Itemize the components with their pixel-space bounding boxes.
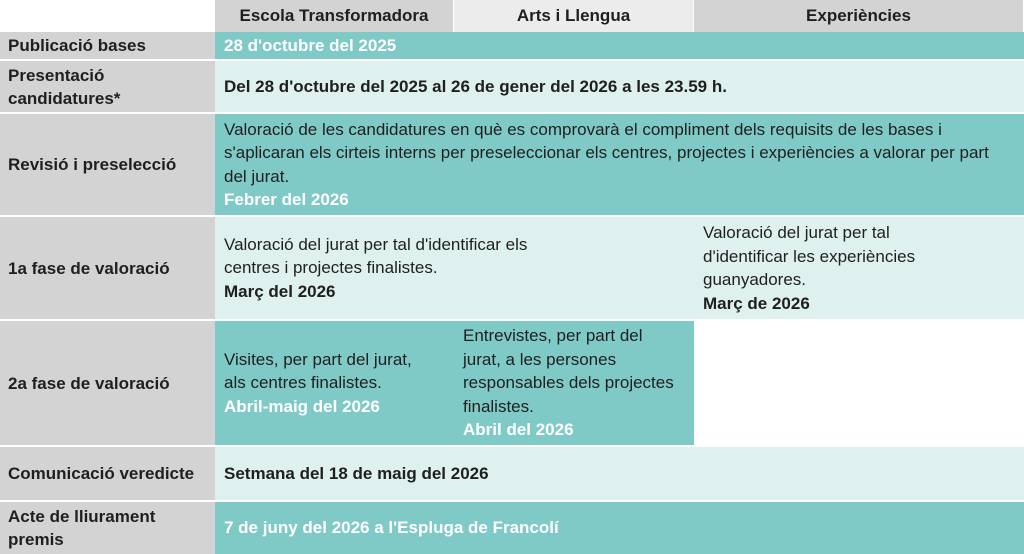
revisio-text: Valoració de les candidatures en què es comprovarà el compliment dels requisits de les bases i s'aplicaran els cirteis interns per preseleccionar els centres, projectes i experiències a valorar per part del jurat. — [224, 119, 989, 186]
publicacio-cell — [215, 32, 1024, 61]
fase1-right-cell — [694, 217, 1024, 321]
fase2-col1-date: Abril-maig del 2026 — [224, 396, 380, 416]
fase1-left-text: Valoració del jurat per tal d'identificar els centres i projectes finalistes. — [224, 234, 528, 278]
acte-cell — [215, 502, 1024, 554]
fase2-col2-date: Abril del 2026 — [463, 420, 574, 440]
comunicacio-date: Setmana del 18 de maig del 2026 — [224, 463, 489, 483]
header-corner — [0, 0, 215, 32]
row-label-presentacio: Presentació candidatures* — [0, 61, 215, 114]
header-experiencies: Experiències — [694, 0, 1024, 32]
comunicacio-cell — [215, 447, 1024, 502]
fase2-col1-cell — [215, 321, 454, 447]
fase2-col2-cell — [454, 321, 694, 447]
row-label-fase2: 2a fase de valoració — [0, 321, 215, 447]
header-escola-transformadora: Escola Transformadora — [215, 0, 454, 32]
presentacio-date: Del 28 d'octubre del 2025 al 26 de gener del 2026 a les 23.59 h. — [224, 76, 727, 96]
row-label-publicacio: Publicació bases — [0, 32, 215, 61]
row-label-revisio: Revisió i preselecció — [0, 114, 215, 217]
fase1-right-date: Març de 2026 — [703, 293, 810, 313]
fase2-empty-cell — [694, 321, 1024, 447]
revisio-cell — [215, 114, 1024, 217]
fase1-left-cell — [215, 217, 694, 321]
row-label-acte: Acte de lliurament premis — [0, 502, 215, 554]
header-arts-i-llengua: Arts i Llengua — [454, 0, 694, 32]
acte-date: 7 de juny del 2026 a l'Espluga de Francolí — [224, 518, 559, 538]
row-label-fase1: 1a fase de valoració — [0, 217, 215, 321]
fase1-right-text: Valoració del jurat per tal d'identificar les experiències guanyadores. — [703, 223, 916, 289]
presentacio-cell — [215, 61, 1024, 114]
publicacio-date: 28 d'octubre del 2025 — [224, 35, 397, 55]
revisio-date: Febrer del 2026 — [224, 190, 349, 209]
row-label-comunicacio: Comunicació veredicte — [0, 447, 215, 502]
fase2-col2-text: Entrevistes, per part del jurat, a les persones responsables dels projectes finalistes. — [463, 326, 674, 416]
fase1-left-date: Març del 2026 — [224, 281, 336, 301]
fase2-col1-text: Visites, per part del jurat, als centres finalistes. — [224, 349, 412, 393]
